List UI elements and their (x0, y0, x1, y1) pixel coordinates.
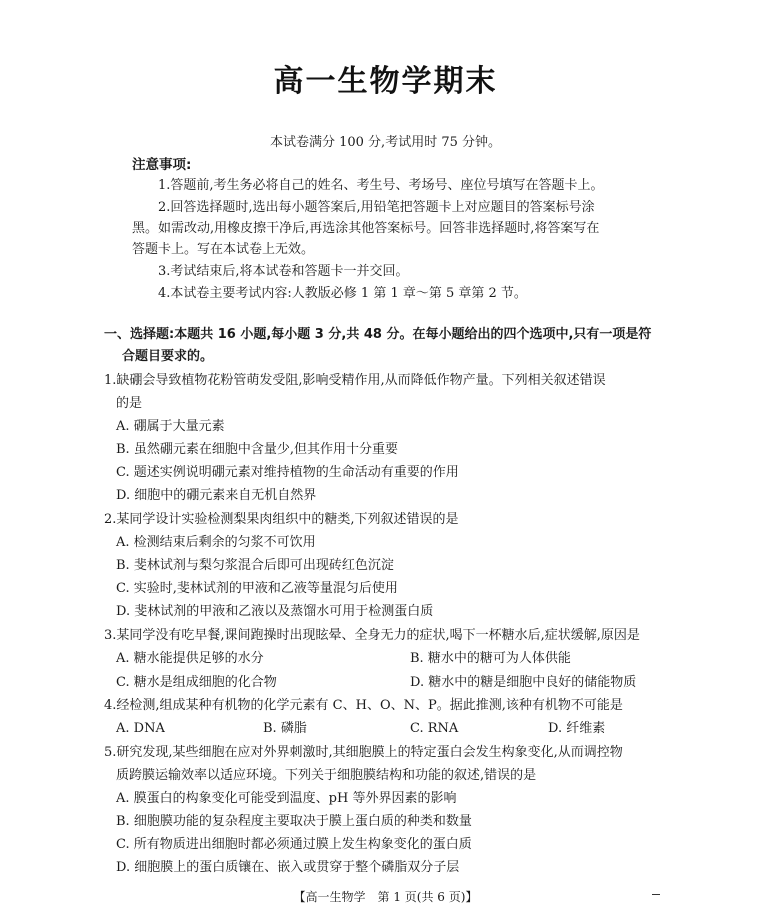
question-5-stem-line-1: 5.研究发现,某些细胞在应对外界刺激时,其细胞膜上的特定蛋白会发生构象变化,从而调控物 (104, 745, 623, 760)
question-1-stem-line-2: 的是 (116, 396, 143, 411)
question-4-option-d: D. 纤维素 (548, 721, 606, 736)
question-1-option-a: A. 硼属于大量元素 (116, 419, 225, 434)
corner-mark (652, 894, 660, 895)
question-3-stem: 3.某同学没有吃早餐,课间跑操时出现眩晕、全身无力的症状,喝下一杯糖水后,症状缓解,原因是 (104, 628, 640, 643)
question-2-option-d: D. 斐林试剂的甲液和乙液以及蒸馏水可用于检测蛋白质 (116, 604, 434, 619)
question-4-option-a: A. DNA (116, 721, 165, 736)
question-1-option-d: D. 细胞中的硼元素来自无机自然界 (116, 488, 317, 503)
question-2-option-a: A. 检测结束后剩余的匀浆不可饮用 (116, 535, 316, 550)
question-1-option-c: C. 题述实例说明硼元素对维持植物的生命活动有重要的作用 (116, 465, 459, 480)
notice-item-2-line-1: 2.回答选择题时,选出每小题答案后,用铅笔把答题卡上对应题目的答案标号涂 (158, 200, 595, 215)
exam-info: 本试卷满分 100 分,考试用时 75 分钟。 (269, 135, 502, 150)
question-3-option-c: C. 糖水是组成细胞的化合物 (116, 675, 277, 690)
notice-item-1: 1.答题前,考生务必将自己的姓名、考生号、考场号、座位号填写在答题卡上。 (158, 178, 604, 193)
notice-item-2-line-2: 黑。如需改动,用橡皮擦干净后,再选涂其他答案标号。回答非选择题时,将答案写在 (132, 221, 600, 236)
question-5-stem-line-2: 质跨膜运输效率以适应环境。下列关于细胞膜结构和功能的叙述,错误的是 (116, 768, 537, 783)
question-3-option-d: D. 糖水中的糖是细胞中良好的储能物质 (410, 675, 637, 690)
notice-item-3: 3.考试结束后,将本试卷和答题卡一并交回。 (158, 264, 409, 279)
question-2-option-b: B. 斐林试剂与梨匀浆混合后即可出现砖红色沉淀 (116, 558, 394, 573)
question-5-option-d: D. 细胞膜上的蛋白质镶在、嵌入或贯穿于整个磷脂双分子层 (116, 860, 460, 875)
notice-item-4: 4.本试卷主要考试内容:人教版必修 1 第 1 章～第 5 章第 2 节。 (158, 286, 527, 301)
question-4-option-b: B. 磷脂 (263, 721, 307, 736)
question-5-option-a: A. 膜蛋白的构象变化可能受到温度、pH 等外界因素的影响 (116, 791, 457, 806)
page-title: 高一生物学期末 (273, 64, 498, 99)
question-5-option-b: B. 细胞膜功能的复杂程度主要取决于膜上蛋白质的种类和数量 (116, 814, 472, 829)
question-5-option-c: C. 所有物质进出细胞时都必须通过膜上发生构象变化的蛋白质 (116, 837, 472, 852)
section-heading-line-2: 合题目要求的。 (122, 349, 214, 364)
question-1-option-b: B. 虽然硼元素在细胞中含量少,但其作用十分重要 (116, 442, 398, 457)
question-2-stem: 2.某同学设计实验检测梨果肉组织中的糖类,下列叙述错误的是 (104, 512, 459, 527)
question-1-stem-line-1: 1.缺硼会导致植物花粉管萌发受阻,影响受精作用,从而降低作物产量。下列相关叙述错误 (104, 373, 606, 388)
section-heading-line-1: 一、选择题:本题共 16 小题,每小题 3 分,共 48 分。在每小题给出的四个选项中,只有一项是符 (104, 327, 652, 342)
notice-item-2-line-3: 答题卡上。写在本试卷上无效。 (132, 242, 315, 257)
question-3-option-b: B. 糖水中的糖可为人体供能 (410, 651, 571, 666)
question-2-option-c: C. 实验时,斐林试剂的甲液和乙液等量混匀后使用 (116, 581, 398, 596)
question-4-stem: 4.经检测,组成某种有机物的化学元素有 C、H、O、N、P。据此推测,该种有机物不可能是 (104, 698, 623, 713)
question-3-option-a: A. 糖水能提供足够的水分 (116, 651, 264, 666)
notice-heading: 注意事项: (132, 157, 192, 173)
page-footer: 【高一生物学 第 1 页(共 6 页)】 (293, 890, 478, 904)
question-4-option-c: C. RNA (410, 721, 459, 736)
